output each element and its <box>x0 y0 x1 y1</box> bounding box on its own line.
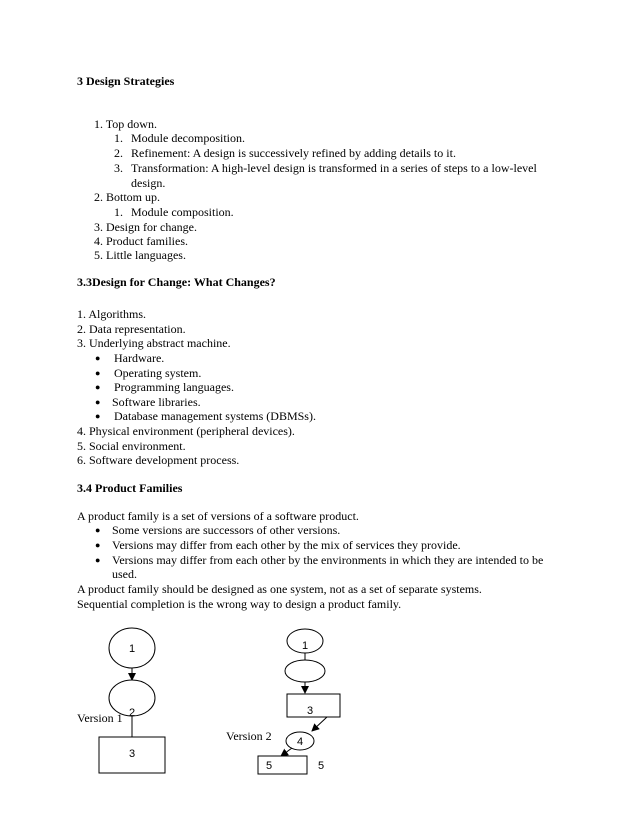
bullet-icon: ● <box>95 368 101 378</box>
v1-node-3-label: 3 <box>128 748 136 760</box>
bullet-icon: ● <box>95 540 101 550</box>
list-item: 2. Bottom up. <box>94 190 161 204</box>
list-item: 4. Physical environment (peripheral devices). <box>77 424 295 438</box>
list-item: 2. Data representation. <box>77 322 186 336</box>
list-item-continued: used. <box>112 567 137 581</box>
v1-node-2-label: 2 <box>128 707 136 719</box>
list-item: Programming languages. <box>114 380 234 394</box>
list-item: Database management systems (DBMSs). <box>114 409 316 423</box>
section-heading: 3.4 Product Families <box>77 481 183 495</box>
v2-node-1-label: 1 <box>301 640 309 652</box>
list-number: 2. <box>114 146 123 160</box>
paragraph: Sequential completion is the wrong way to design a product family. <box>77 597 402 611</box>
list-item: Operating system. <box>114 366 202 380</box>
bullet-icon: ● <box>95 411 101 421</box>
version-2-label: Version 2 <box>226 729 272 743</box>
v2-node-4-label: 4 <box>296 736 304 748</box>
list-item: 5. Social environment. <box>77 439 186 453</box>
list-item: Module decomposition. <box>131 131 245 145</box>
paragraph: A product family should be designed as one system, not as a set of separate systems. <box>77 582 482 596</box>
version-1-label: Version 1 <box>77 711 123 725</box>
list-item: Versions may differ from each other by the mix of services they provide. <box>112 538 461 552</box>
list-item: 6. Software development process. <box>77 453 240 467</box>
list-item: 1. Algorithms. <box>77 307 147 321</box>
v2-node-5-extra-label: 5 <box>318 760 325 772</box>
list-item: Refinement: A design is successively refined by adding details to it. <box>131 146 456 160</box>
section-heading: 3 Design Strategies <box>77 74 175 88</box>
section-heading: 3.3Design for Change: What Changes? <box>77 275 276 289</box>
list-item-continued: design. <box>131 176 166 190</box>
bullet-icon: ● <box>95 525 101 535</box>
v1-node-1-label: 1 <box>128 643 136 655</box>
v2-node-3 <box>287 694 340 717</box>
v2-node-2 <box>285 660 325 682</box>
list-item: Some versions are successors of other versions. <box>112 523 341 537</box>
list-item: Versions may differ from each other by the environments in which they are intended to be <box>112 553 544 567</box>
list-item: Software libraries. <box>112 395 201 409</box>
list-item: Module composition. <box>131 205 234 219</box>
list-item: Transformation: A high-level design is transformed in a series of steps to a low-level <box>131 161 537 175</box>
v2-arrow <box>281 748 292 756</box>
bullet-icon: ● <box>95 555 101 565</box>
list-item: 1. Top down. <box>94 117 157 131</box>
list-number: 3. <box>114 161 123 175</box>
bullet-icon: ● <box>95 382 101 392</box>
list-item: 4. Product families. <box>94 234 188 248</box>
list-number: 1. <box>114 205 123 219</box>
v2-arrow <box>312 717 327 731</box>
list-number: 1. <box>114 131 123 145</box>
bullet-icon: ● <box>95 353 101 363</box>
paragraph: A product family is a set of versions of a software product. <box>77 509 359 523</box>
list-item: 3. Design for change. <box>94 220 197 234</box>
list-item: 5. Little languages. <box>94 248 186 262</box>
v2-node-5-label: 5 <box>266 760 273 772</box>
v2-node-3-label: 3 <box>306 705 314 717</box>
list-item: Hardware. <box>114 351 165 365</box>
list-item: 3. Underlying abstract machine. <box>77 336 231 350</box>
bullet-icon: ● <box>95 397 101 407</box>
